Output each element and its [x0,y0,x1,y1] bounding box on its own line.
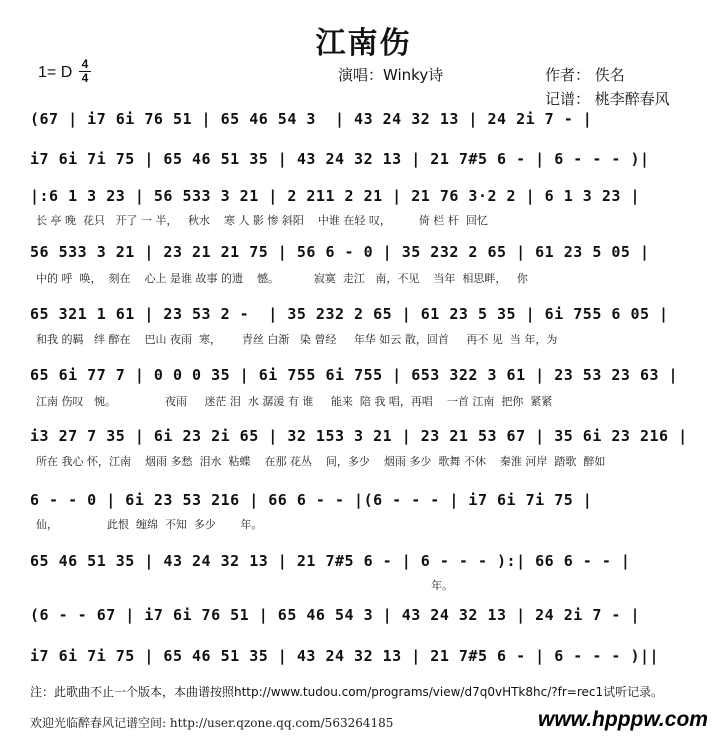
score-line-7-lyrics: 所在 我心 怀，江南 烟雨 多愁 泪水 粘蝶 在那 花丛 间，多少 烟雨 多少 歌舞 不休 秦淮 河岸 踏歌 醉如 [36,455,606,468]
time-signature-bottom: 4 [81,71,89,85]
score-line-4-lyrics: 中的 呼 唤， 刻在 心上 是谁 故事 的遗 憾。 寂寞 走江 南，不见 当年 相思畔， 你 [36,272,528,285]
song-title: 江南伤 [315,26,412,61]
score-line-10-notes: (6 - - 67 | i7 6i 76 51 | 65 46 54 3 | 43 24 32 13 | 24 2i 7 - | [30,606,640,624]
score-line-5-lyrics: 和我 的羁 绊 醉在 巴山 夜雨 寒， 青丝 白渐 染 曾经 年华 如云 散，回首 再不 见 当 年，为 [36,333,558,346]
site-watermark: www.hpppw.com [538,708,708,731]
recorder-credit: 记谱： 桃李醉春风 [545,90,670,108]
key-signature: 1= D [38,64,73,81]
score-line-11-notes: i7 6i 7i 75 | 65 46 51 35 | 43 24 32 13 | 21 7#5 6 - | 6 - - - )|| [30,647,660,665]
author-credit: 作者： 佚名 [545,66,625,84]
time-signature [78,58,92,85]
score-line-9-notes: 65 46 51 35 | 43 24 32 13 | 21 7#5 6 - | 6 - - - ):| 66 6 - - | [30,552,631,570]
score-line-4-notes: 56 533 3 21 | 23 21 21 75 | 56 6 - 0 | 35 232 2 65 | 61 23 5 05 | [30,243,650,261]
welcome-text: 欢迎光临醉春风记谱空间: http://user.qzone.qq.com/563264185 [30,716,394,730]
score-line-1-notes: (67 | i7 6i 76 51 | 65 46 54 3 | 43 24 32 13 | 24 2i 7 - | [30,110,593,128]
time-signature-top: 4 [81,57,89,71]
singer-credit: 演唱：Winky诗 [338,66,444,84]
score-line-8-notes: 6 - - 0 | 6i 23 53 216 | 66 6 - - |(6 - - - | i7 6i 7i 75 | [30,491,593,509]
score-line-6-notes: 65 6i 77 7 | 0 0 0 35 | 6i 755 6i 755 | 653 322 3 61 | 23 53 23 63 | [30,366,679,384]
score-line-6-lyrics: 江南 伤叹 惋。 夜雨 迷茫 泪 水 潺湲 有 谁 能来 陪 我 唱，再唱 一首 江南 把你 紧紧 [36,395,553,408]
source-note: 注：此歌曲不止一个版本，本曲谱按照http://www.tudou.com/programs/view/d7q0vHTk8hc/?fr=rec1试听记录。 [30,685,664,699]
score-line-3-lyrics: 长 亭 晚 花只 开了 一 半， 秋水 寒 人 影 惨 斜阳 中谁 在轻 叹， 倚 栏 杆 回忆 [36,214,488,227]
score-line-2-notes: i7 6i 7i 75 | 65 46 51 35 | 43 24 32 13 | 21 7#5 6 - | 6 - - - )| [30,150,650,168]
score-line-3-notes: |:6 1 3 23 | 56 533 3 21 | 2 211 2 21 | 21 76 3·2 2 | 6 1 3 23 | [30,187,640,205]
score-line-8-lyrics: 仙， 此恨 缠绵 不知 多少 年。 [36,518,263,531]
score-line-5-notes: 65 321 1 61 | 23 53 2 - | 35 232 2 65 | 61 23 5 35 | 6i 755 6 05 | [30,305,669,323]
score-line-7-notes: i3 27 7 35 | 6i 23 2i 65 | 32 153 3 21 | 23 21 53 67 | 35 6i 23 216 | [30,427,688,445]
score-line-9-lyrics: 年。 [36,579,454,592]
